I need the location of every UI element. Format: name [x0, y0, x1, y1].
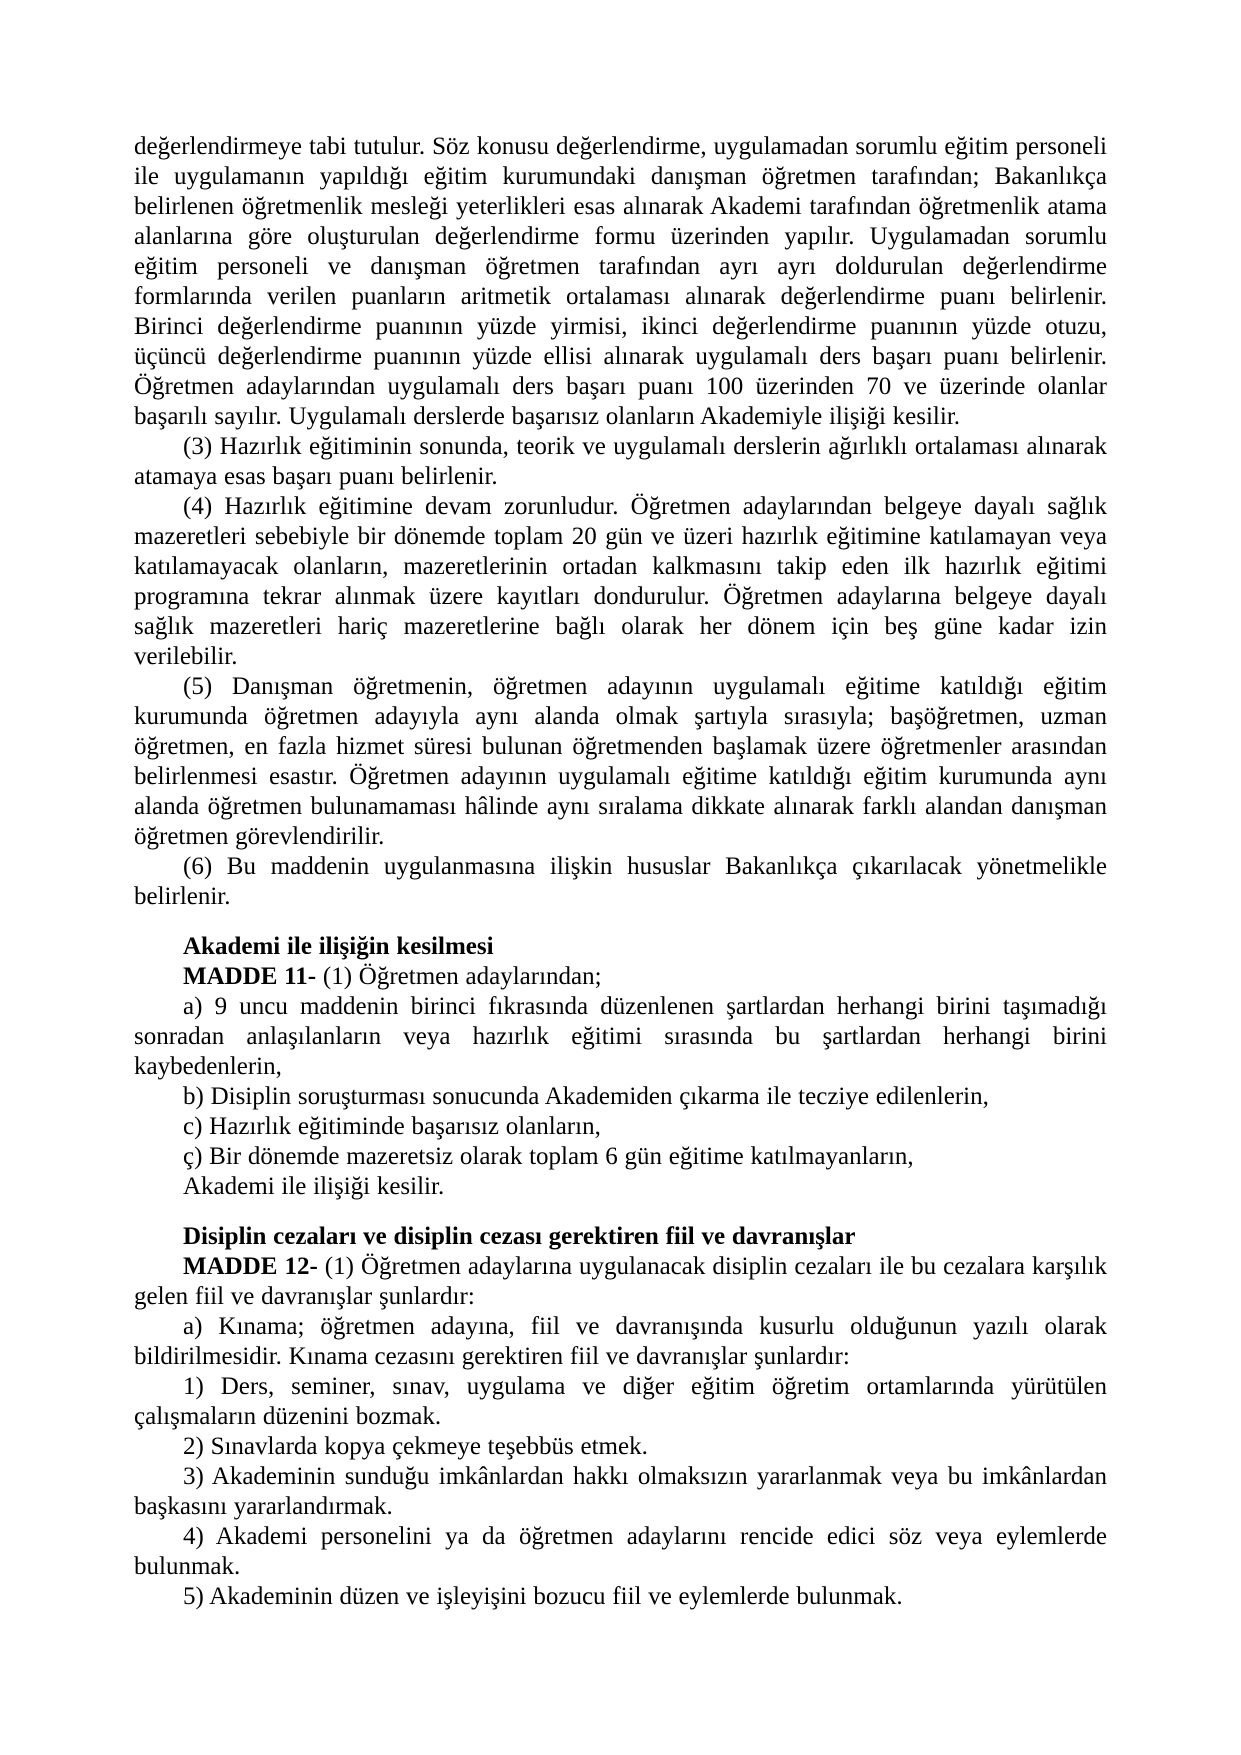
madde-11-label: MADDE 11-: [183, 963, 317, 990]
paragraph-item-a-madde-12: a) Kınama; öğretmen adayına, fiil ve davranışında kusurlu olduğunun yazılı olarak bildirilmesidir. Kınama cezasını gerektiren fiil ve davranışlar şunlardır:: [134, 1313, 1107, 1370]
madde-12-text: (1) Öğretmen adaylarına uygulanacak disiplin cezaları ile bu cezalara karşılık gelen fiil ve davranışlar şunlardır:: [134, 1253, 1107, 1310]
section-heading-disiplin-cezalari: Disiplin cezaları ve disiplin cezası gerektiren fiil ve davranışlar: [183, 1223, 856, 1250]
paragraph-clause-6: (6) Bu maddenin uygulanmasına ilişkin hususlar Bakanlıkça çıkarılacak yönetmelikle belirlenir.: [134, 853, 1107, 910]
paragraph-item-b-madde-11: b) Disiplin soruşturması sonucunda Akademiden çıkarma ile tecziye edilenlerin,: [183, 1083, 989, 1110]
paragraph-madde-11: [134, 962, 1107, 992]
paragraph-madde-12: [134, 1252, 1107, 1312]
madde-12-label: MADDE 12-: [183, 1253, 318, 1280]
document-page: [134, 132, 1107, 1612]
section-heading-akademi-ile-ilisigin-kesilmesi: Akademi ile ilişiğin kesilmesi: [183, 933, 494, 960]
paragraph-item-a-madde-11: a) 9 uncu maddenin birinci fıkrasında düzenlenen şartlardan herhangi birini taşımadığı sonradan anlaşılanların veya hazırlık eğitimi sırasında bu şartlardan herhangi birini kaybedenlerin,: [134, 993, 1107, 1080]
paragraph-item-c-madde-11: c) Hazırlık eğitiminde başarısız olanların,: [183, 1113, 601, 1140]
paragraph-clause-3: (3) Hazırlık eğitiminin sonunda, teorik ve uygulamalı derslerin ağırlıklı ortalaması alınarak atamaya esas başarı puanı belirlenir.: [134, 433, 1107, 490]
paragraph-item-5-madde-12: 5) Akademinin düzen ve işleyişini bozucu fiil ve eylemlerde bulunmak.: [183, 1583, 903, 1610]
madde-11-text: (1) Öğretmen adaylarından;: [316, 963, 602, 990]
paragraph-item-1-madde-12: 1) Ders, seminer, sınav, uygulama ve diğer eğitim öğretim ortamlarında yürütülen çalışmaların düzenini bozmak.: [134, 1373, 1107, 1430]
paragraph-clause-4: (4) Hazırlık eğitimine devam zorunludur. Öğretmen adaylarından belgeye dayalı sağlık mazeretleri sebebiyle bir dönemde toplam 20 gün ve üzeri hazırlık eğitimine katılamayan veya katılamayacak olanların, mazeretlerinin ortadan kalkmasını takip eden ilk hazırlık eğitimi programına tekrar alınmak üzere kayıtları dondurulur. Öğretmen adaylarına belgeye dayalı sağlık mazeretleri hariç mazeretlerine bağlı olarak her dönem için beş güne kadar izin verilebilir.: [134, 493, 1107, 670]
paragraph-item-2-madde-12: 2) Sınavlarda kopya çekmeye teşebbüs etmek.: [183, 1433, 648, 1460]
paragraph-item-3-madde-12: 3) Akademinin sunduğu imkânlardan hakkı olmaksızın yararlanmak veya bu imkânlardan başkasını yararlandırmak.: [134, 1463, 1107, 1520]
paragraph-clause-5: (5) Danışman öğretmenin, öğretmen adayının uygulamalı eğitime katıldığı eğitim kurumunda öğretmen adayıyla aynı alanda olmak şartıyla sırasıyla; başöğretmen, uzman öğretmen, en fazla hizmet süresi bulunan öğretmenden başlamak üzere öğretmenler arasından belirlenmesi esastır. Öğretmen adayının uygulamalı eğitime katıldığı eğitim kurumunda aynı alanda öğretmen bulunamaması hâlinde aynı sıralama dikkate alınarak farklı alandan danışman öğretmen görevlendirilir.: [134, 673, 1107, 850]
paragraph-item-cc-madde-11: ç) Bir dönemde mazeretsiz olarak toplam 6 gün eğitime katılmayanların,: [183, 1143, 914, 1170]
paragraph-item-4-madde-12: 4) Akademi personelini ya da öğretmen adaylarını rencide edici söz veya eylemlerde bulunmak.: [134, 1523, 1107, 1580]
paragraph-evaluation-continuation: değerlendirmeye tabi tutulur. Söz konusu değerlendirme, uygulamadan sorumlu eğitim personeli ile uygulamanın yapıldığı eğitim kurumundaki danışman öğretmen tarafından; Bakanlıkça belirlenen öğretmenlik mesleği yeterlikleri esas alınarak Akademi tarafından öğretmenlik atama alanlarına göre oluşturulan değerlendirme formu üzerinden yapılır. Uygulamadan sorumlu eğitim personeli ve danışman öğretmen tarafından ayrı ayrı doldurulan değerlendirme formlarında verilen puanların aritmetik ortalaması alınarak değerlendirme puanı belirlenir. Birinci değerlendirme puanının yüzde yirmisi, ikinci değerlendirme puanının yüzde otuzu, üçüncü değerlendirme puanının yüzde ellisi alınarak uygulamalı ders başarı puanı belirlenir. Öğretmen adaylarından uygulamalı ders başarı puanı 100 üzerinden 70 ve üzerinde olanlar başarılı sayılır. Uygulamalı derslerde başarısız olanların Akademiyle ilişiği kesilir.: [134, 133, 1107, 430]
paragraph-madde-11-closing: Akademi ile ilişiği kesilir.: [183, 1173, 445, 1200]
